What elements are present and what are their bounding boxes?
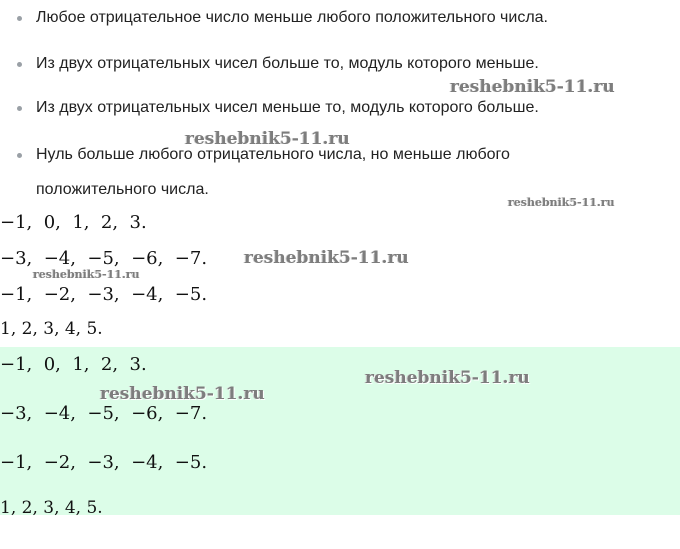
- watermark: reshebnik5-11.ru: [33, 268, 140, 281]
- rule-text: Нуль больше любого отрицательного числа, но меньше любого: [36, 146, 510, 163]
- rule-text-continued: положительного числа.: [36, 181, 209, 198]
- bullet-icon: [17, 62, 22, 67]
- rule-text: Из двух отрицательных чисел меньше то, модуль которого больше.: [36, 99, 539, 116]
- question-line: −1, 0, 1, 2, 3.: [0, 212, 147, 233]
- answer-line: 1, 2, 3, 4, 5.: [0, 498, 103, 518]
- bullet-icon: [17, 153, 22, 158]
- bullet-icon: [17, 16, 22, 21]
- question-line: −3, −4, −5, −6, −7.: [0, 248, 208, 269]
- watermark: reshebnik5-11.ru: [508, 196, 615, 209]
- bullet-icon: [17, 106, 22, 111]
- rule-item: [36, 98, 539, 118]
- rule-item: [36, 54, 539, 74]
- rule-item: [36, 8, 548, 28]
- answer-line: −1, −2, −3, −4, −5.: [0, 452, 208, 473]
- watermark: reshebnik5-11.ru: [100, 384, 265, 404]
- watermark: reshebnik5-11.ru: [244, 248, 409, 268]
- rule-text: Из двух отрицательных чисел больше то, модуль которого меньше.: [36, 55, 539, 72]
- watermark: reshebnik5-11.ru: [185, 129, 350, 149]
- rule-text: Любое отрицательное число меньше любого положительного числа.: [36, 9, 548, 26]
- watermark: reshebnik5-11.ru: [450, 77, 615, 97]
- answer-line: −1, 0, 1, 2, 3.: [0, 354, 147, 375]
- question-line: 1, 2, 3, 4, 5.: [0, 319, 103, 339]
- watermark: reshebnik5-11.ru: [365, 368, 530, 388]
- answer-line: −3, −4, −5, −6, −7.: [0, 403, 208, 424]
- question-line: −1, −2, −3, −4, −5.: [0, 284, 208, 305]
